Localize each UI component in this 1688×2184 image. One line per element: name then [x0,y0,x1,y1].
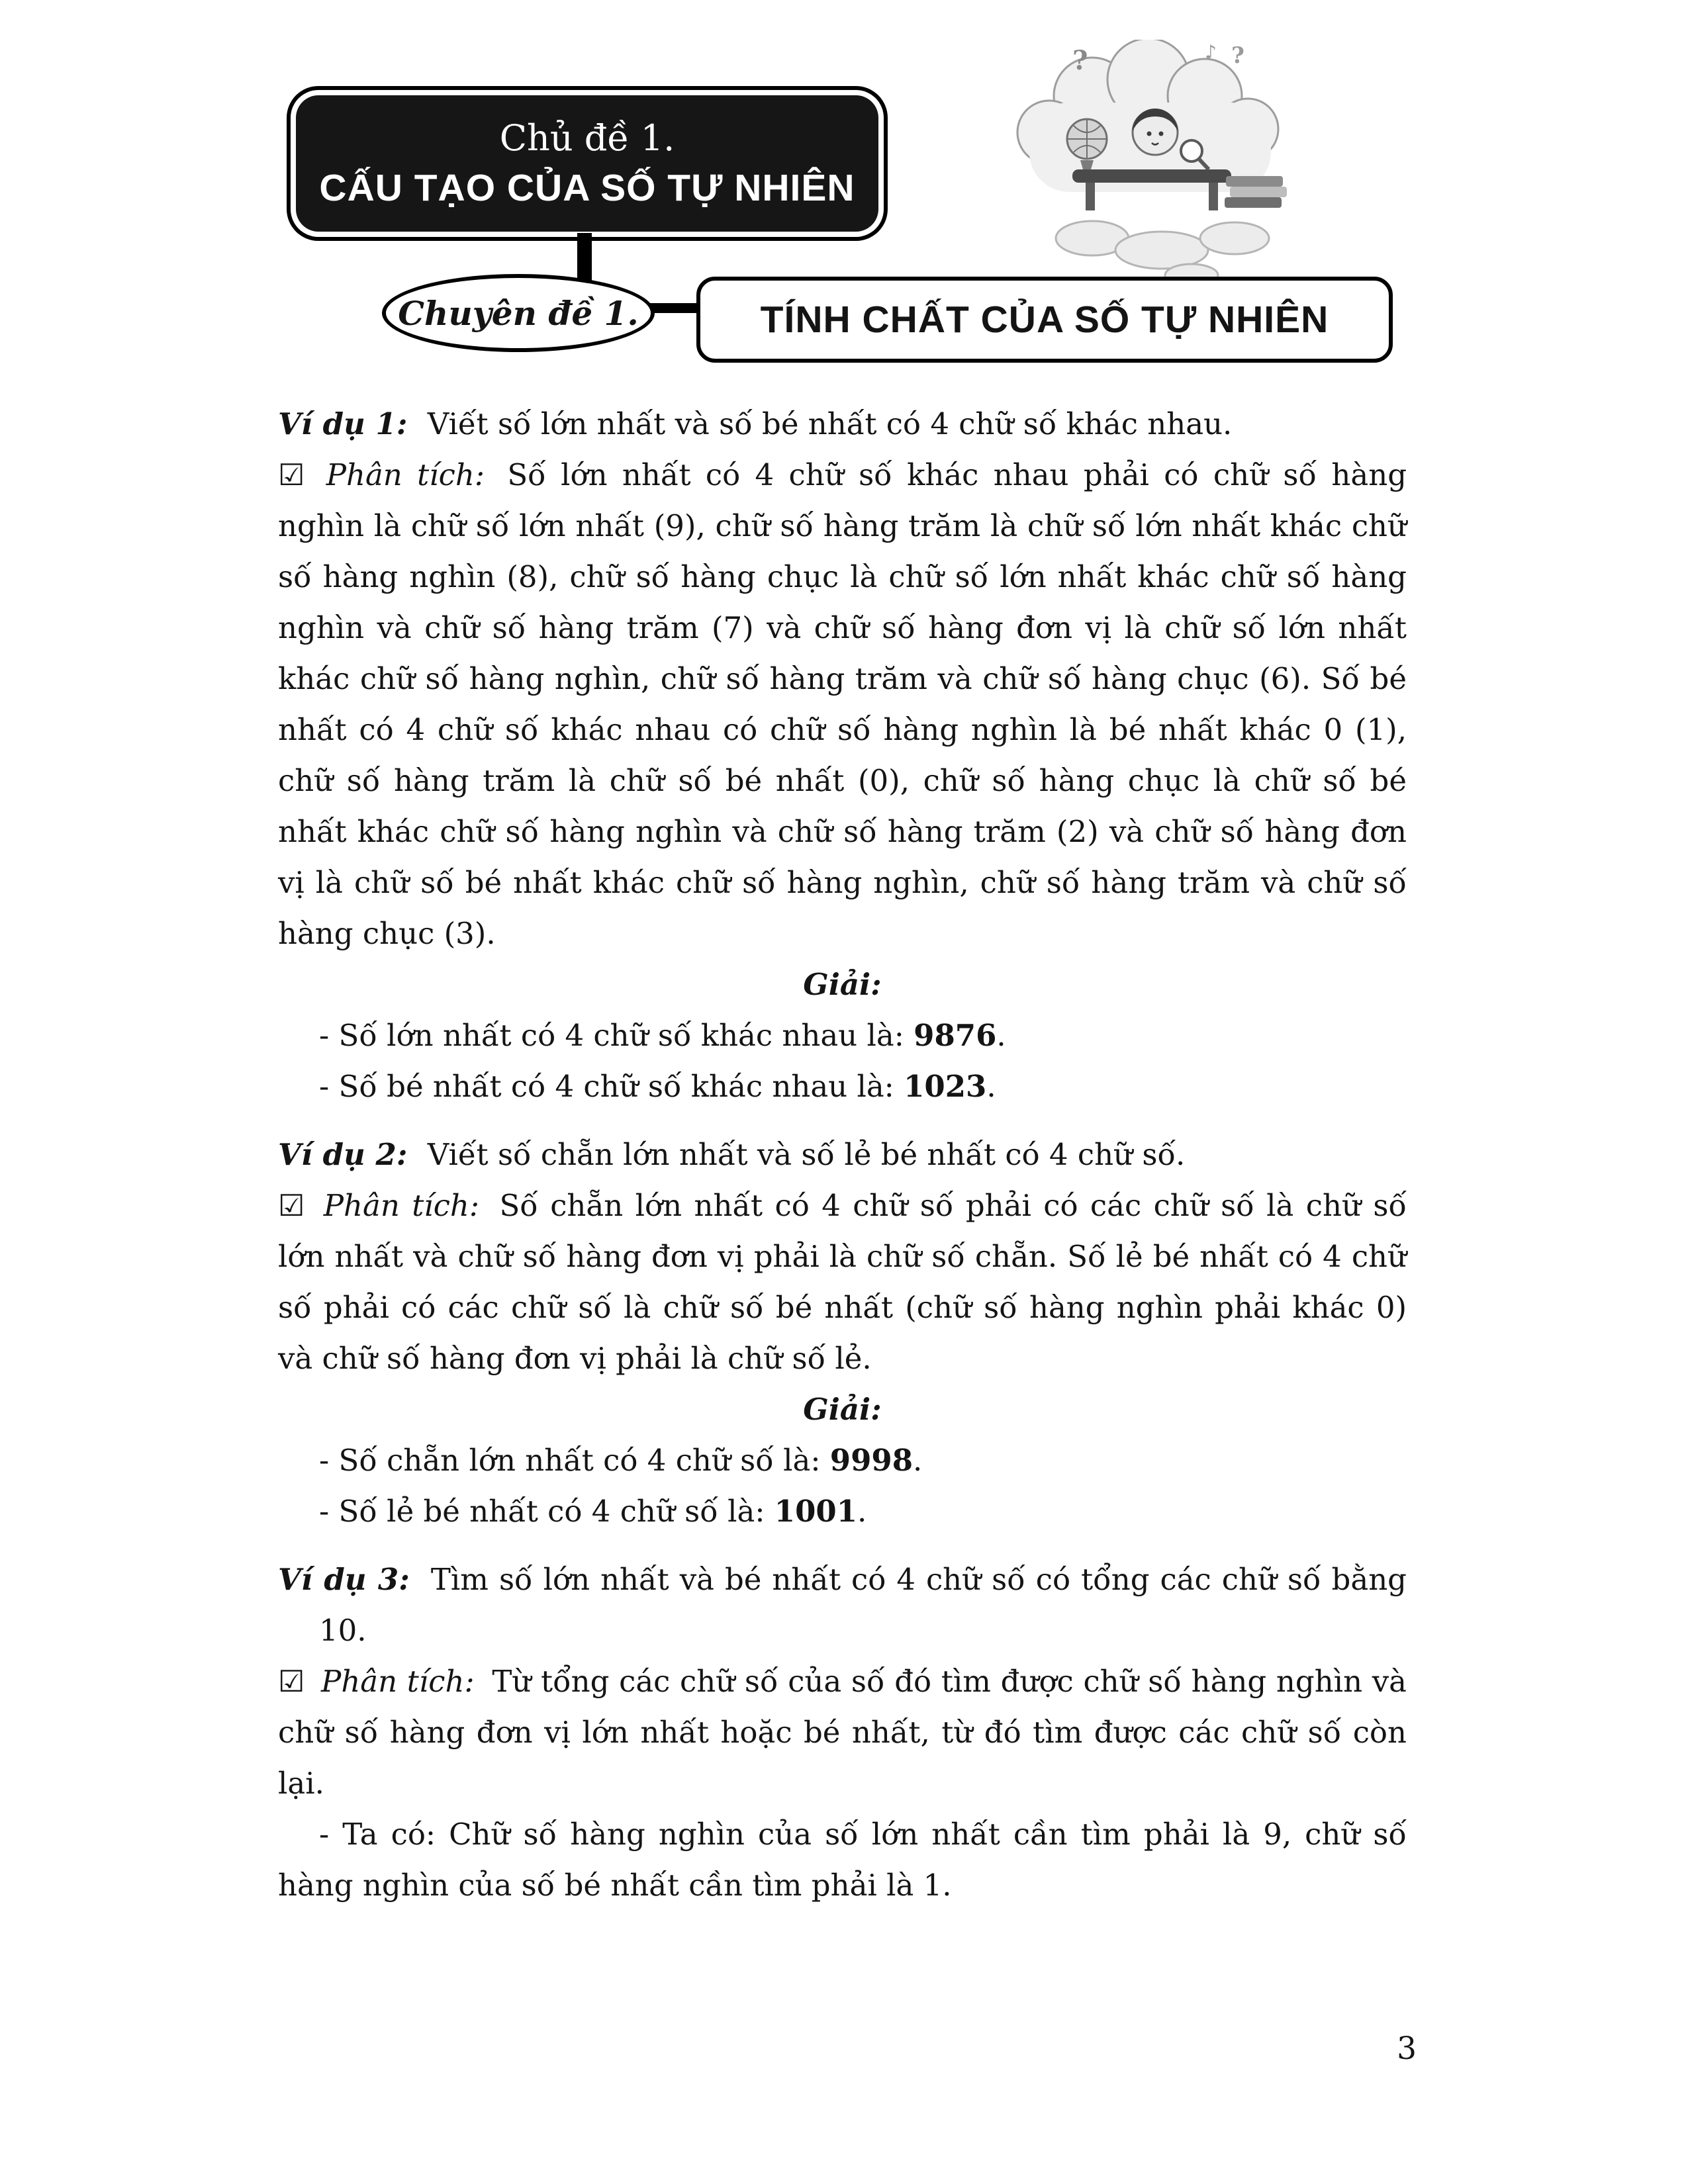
page-body [278,398,1407,1911]
example-1-analysis [278,449,1407,959]
section-badge: Chuyên đề 1. [382,274,655,352]
example-2-label: Ví dụ 2: [278,1137,408,1172]
header-illustration [993,40,1304,291]
solution-line [278,1061,1407,1112]
example-2-text: Viết số chẵn lớn nhất và số lẻ bé nhất có 4 chữ số. [427,1137,1186,1172]
analysis-label: Phân tích: [323,1188,480,1223]
analysis-text: Số chẵn lớn nhất có 4 chữ số phải có các chữ số là chữ số lớn nhất và chữ số hàng đơn vị phải là chữ số chẵn. Số lẻ bé nhất có 4 chữ số phải có các chữ số là chữ số bé nhất (chữ số hàng nghìn phải khác 0) và chữ số hàng đơn vị phải là chữ số lẻ. [278,1188,1407,1376]
analysis-text: Số lớn nhất có 4 chữ số khác nhau phải có chữ số hàng nghìn là chữ số lớn nhất (9), chữ số hàng trăm là chữ số lớn nhất khác chữ số hàng nghìn (8), chữ số hàng chục là chữ số lớn nhất khác chữ số hàng nghìn và chữ số hàng trăm (7) và chữ số hàng đơn vị là chữ số lớn nhất khác chữ số hàng nghìn, chữ số hàng trăm và chữ số hàng chục (6). Số bé nhất có 4 chữ số khác nhau có chữ số hàng nghìn là bé nhất khác 0 (1), chữ số hàng trăm là chữ số bé nhất (0), chữ số hàng chục là chữ số bé nhất khác chữ số hàng nghìn và chữ số hàng trăm (2) và chữ số hàng đơn vị là chữ số bé nhất khác chữ số hàng nghìn, chữ số hàng trăm và chữ số hàng chục (3). [278,457,1407,951]
solution-suffix: . [996,1018,1006,1053]
example-3 [278,1554,1407,1911]
solution-suffix: . [857,1494,867,1529]
checked-box-icon: ☑ [278,1188,305,1223]
example-3-statement [278,1554,1407,1656]
section-title: TÍNH CHẤT CỦA SỐ TỰ NHIÊN [696,277,1393,363]
example-2 [278,1129,1407,1537]
study-cartoon-icon [993,40,1304,291]
analysis-label: Phân tích: [321,1664,475,1699]
solution-text: - Số lớn nhất có 4 chữ số khác nhau là: [319,1018,914,1053]
analysis-text: Từ tổng các chữ số của số đó tìm được chữ số hàng nghìn và chữ số hàng đơn vị lớn nhất hoặc bé nhất, từ đó tìm được các chữ số còn lại. [278,1664,1407,1801]
solution-text: - Số lẻ bé nhất có 4 chữ số là: [319,1494,774,1529]
svg-text:?: ? [1231,42,1244,69]
chapter-banner [296,95,878,232]
chapter-label: Chủ đề 1. [499,117,675,159]
analysis-label: Phân tích: [326,457,485,492]
example-1-statement [278,398,1407,449]
example-1-text: Viết số lớn nhất và số bé nhất có 4 chữ số khác nhau. [427,406,1233,441]
solution-suffix: . [986,1069,996,1104]
chapter-title: CẤU TẠO CỦA SỐ TỰ NHIÊN [319,167,855,209]
solution-text: - Số chẵn lớn nhất có 4 chữ số là: [319,1443,830,1478]
page-number: 3 [1397,2030,1417,2067]
example-2-statement [278,1129,1407,1180]
solution-line [278,1435,1407,1486]
svg-text:♪: ♪ [1205,41,1217,63]
solution-value: 1001 [774,1494,858,1529]
solution-value: 1023 [904,1069,987,1104]
svg-text:?: ? [1072,45,1088,76]
solution-heading: Giải: [803,967,882,1002]
solution-suffix: . [913,1443,923,1478]
example-3-note: - Ta có: Chữ số hàng nghìn của số lớn nhất cần tìm phải là 9, chữ số hàng nghìn của số bé nhất cần tìm phải là 1. [278,1817,1407,1903]
solution-value: 9876 [914,1018,997,1053]
example-3-text: Tìm số lớn nhất và bé nhất có 4 chữ số có tổng các chữ số bằng 10. [319,1562,1407,1648]
example-3-label: Ví dụ 3: [278,1562,410,1597]
checked-box-icon: ☑ [278,1664,305,1699]
solution-heading: Giải: [803,1392,882,1427]
solution-line [278,1486,1407,1537]
solution-text: - Số bé nhất có 4 chữ số khác nhau là: [319,1069,904,1104]
example-1 [278,398,1407,1112]
example-1-label: Ví dụ 1: [278,406,408,441]
solution-value: 9998 [829,1443,914,1478]
example-2-analysis [278,1180,1407,1384]
example-3-analysis [278,1656,1407,1809]
checked-box-icon: ☑ [278,457,305,492]
solution-line [278,1010,1407,1061]
